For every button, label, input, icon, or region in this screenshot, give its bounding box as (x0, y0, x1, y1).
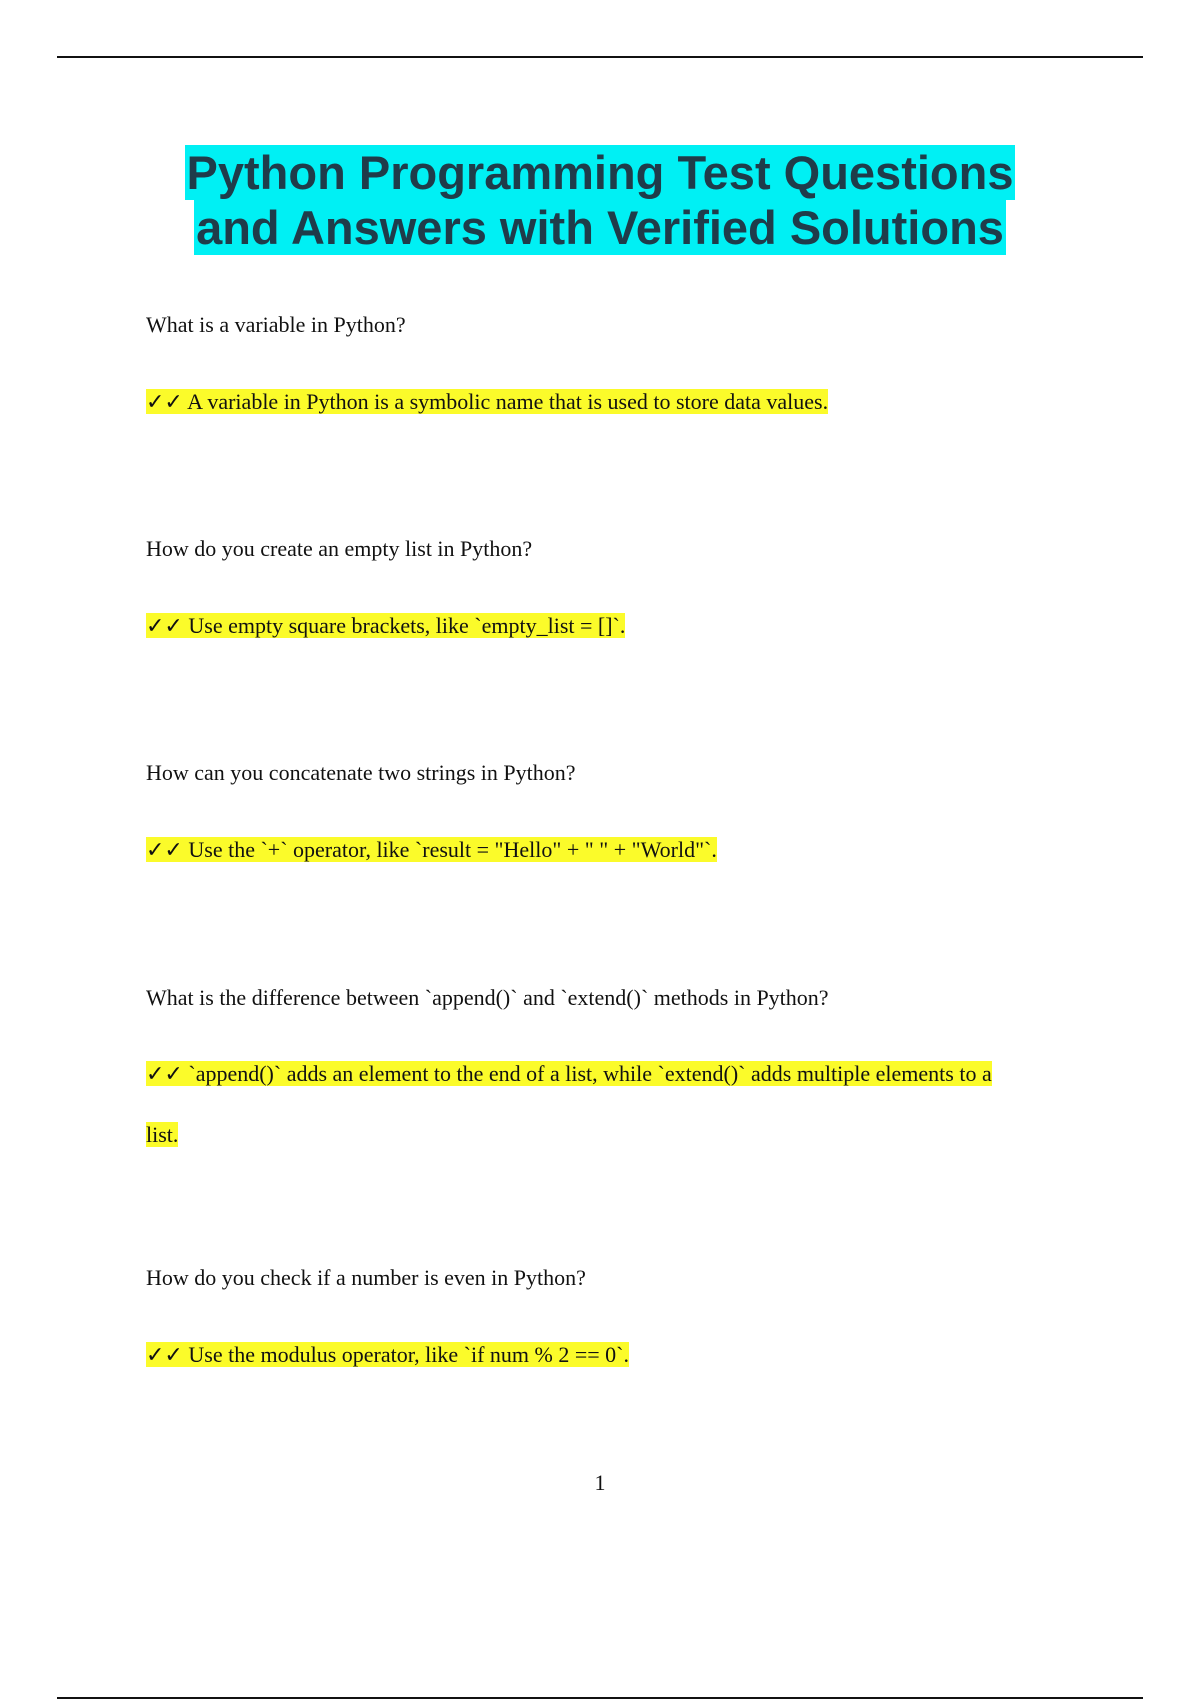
check-mark-icon: ✓✓ (146, 614, 183, 639)
check-mark-icon: ✓✓ (146, 390, 183, 415)
answer-5 (146, 1339, 629, 1371)
answer-1 (146, 386, 828, 418)
answer-3 (146, 834, 717, 866)
answer-4-text-line-2: list. (146, 1122, 179, 1147)
answer-1-text: A variable in Python is a symbolic name that is used to store data values. (187, 389, 829, 414)
answer-4 (146, 1058, 992, 1090)
title-line-1: Python Programming Test Questions (186, 146, 1014, 199)
title-line-2: and Answers with Verified Solutions (196, 201, 1004, 254)
check-mark-icon: ✓✓ (146, 1062, 183, 1087)
document-title (0, 145, 1200, 255)
question-2: How do you create an empty list in Python? (146, 536, 533, 561)
answer-3-text: Use the `+` operator, like `result = "Hello" + " " + "World"`. (188, 837, 717, 862)
check-mark-icon: ✓✓ (146, 1343, 183, 1368)
answer-5-text: Use the modulus operator, like `if num % 2 == 0`. (188, 1342, 629, 1367)
question-5: How do you check if a number is even in Python? (146, 1265, 586, 1290)
answer-4-continued (146, 1119, 178, 1150)
question-3: How can you concatenate two strings in Python? (146, 760, 576, 785)
question-1: What is a variable in Python? (146, 312, 406, 337)
page-number: 1 (594, 1470, 606, 1495)
answer-2-text: Use empty square brackets, like `empty_list = []`. (188, 613, 626, 638)
footer-rule (57, 1697, 1143, 1699)
answer-2 (146, 610, 625, 642)
question-4: What is the difference between `append()` and `extend()` methods in Python? (146, 985, 829, 1010)
check-mark-icon: ✓✓ (146, 838, 183, 863)
answer-4-text-line-1: `append()` adds an element to the end of a list, while `extend()` adds multiple elements to a (188, 1061, 992, 1086)
header-rule (57, 56, 1143, 58)
